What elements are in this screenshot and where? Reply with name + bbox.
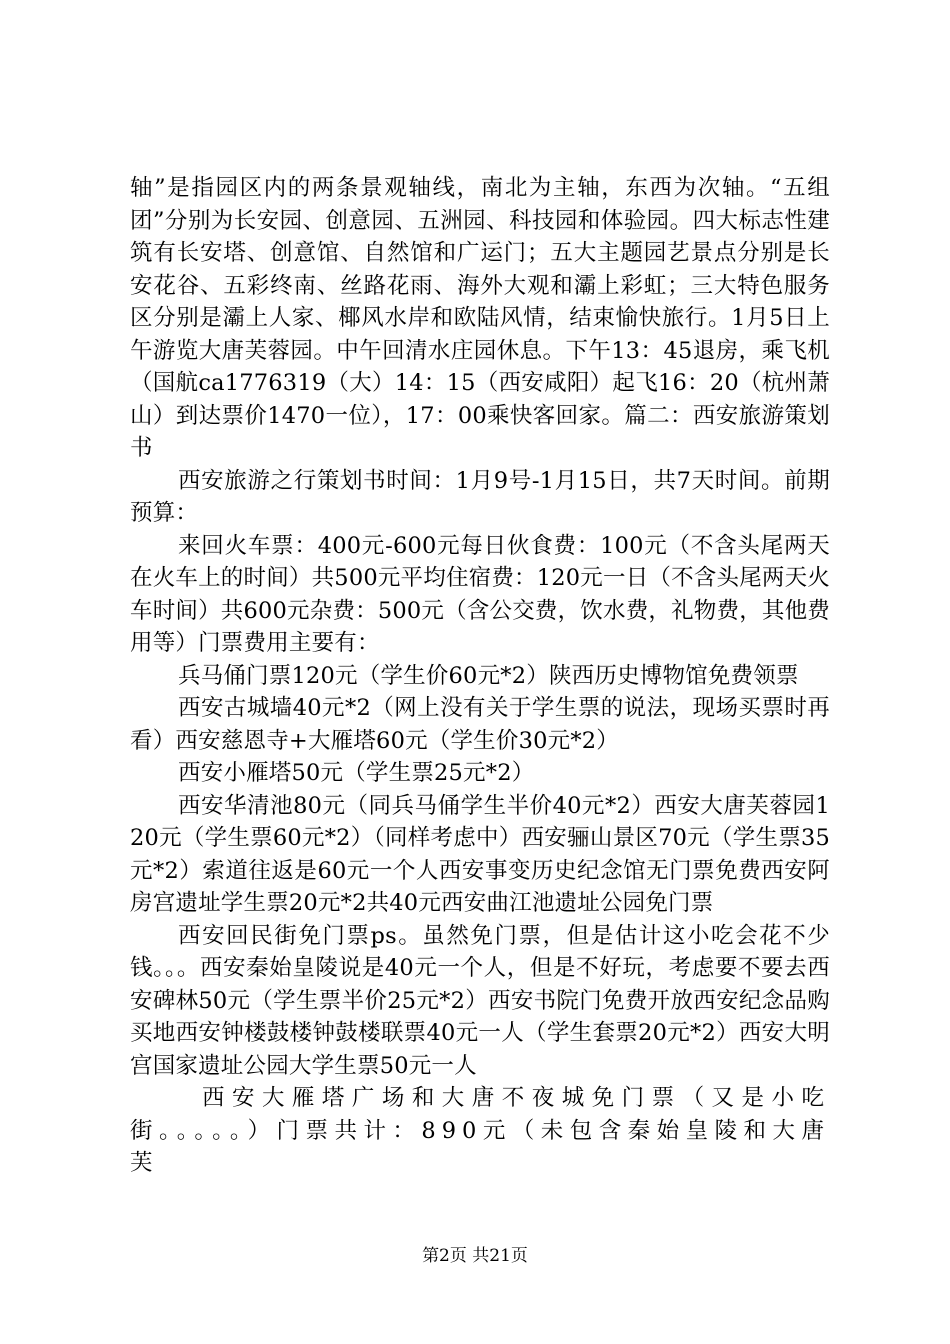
paragraph-9: 西安大雁塔广场和大唐不夜城免门票（又是小吃街。。。。。）门票共计：890元（未包含秦始皇陵和大唐芙 — [130, 1085, 830, 1176]
paragraph-6: 西安小雁塔50元（学生票25元*2） — [178, 760, 535, 786]
paragraph-7: 西安华清池80元（同兵马俑学生半价40元*2）西安大唐芙蓉园120元（学生票60元*2）（同样考虑中）西安骊山景区70元（学生票35元*2）索道往返是60元一个人西安事变历史纪念馆无门票免费西安阿房宫遗址学生票20元*2共40元西安曲江池遗址公园免门票 — [130, 792, 830, 916]
paragraph-1: 轴”是指园区内的两条景观轴线，南北为主轴，东西为次轴。“五组团”分别为长安园、创意园、五洲园、科技园和体验园。四大标志性建筑有长安塔、创意馆、自然馆和广运门；五大主题园艺景点分别是长安花谷、五彩终南、丝路花雨、海外大观和灞上彩虹；三大特色服务区分别是灞上人家、椰风水岸和欧陆风情，结束愉快旅行。1月5日上午游览大唐芙蓉园。中午回清水庄园休息。下午13：45退房，乘飞机（国航ca1776319（大）14：15（西安咸阳）起飞16：20（杭州萧山）到达票价1470一位），17：00乘快客回家。篇二：西安旅游策划书 — [130, 175, 830, 461]
paragraph-3: 来回火车票：400元-600元每日伙食费：100元（不含头尾两天在火车上的时间）共500元平均住宿费：120元一日（不含头尾两天火车时间）共600元杂费：500元（含公交费，饮水费，礼物费，其他费用等）门票费用主要有： — [130, 532, 830, 656]
document-body — [130, 172, 830, 1180]
paragraph-5: 西安古城墙40元*2（网上没有关于学生票的说法，现场买票时再看）西安慈恩寺+大雁塔60元（学生价30元*2） — [130, 695, 830, 754]
paragraph-4: 兵马俑门票120元（学生价60元*2）陕西历史博物馆免费领票 — [178, 662, 799, 689]
paragraph-2: 西安旅游之行策划书时间：1月9号-1月15日，共7天时间。前期预算： — [130, 467, 830, 526]
paragraph-8: 西安回民街免门票ps。虽然免门票，但是估计这小吃会花不少钱。。。西安秦始皇陵说是40元一个人，但是不好玩，考虑要不要去西安碑林50元（学生票半价25元*2）西安书院门免费开放西安纪念品购买地西安钟楼鼓楼钟鼓楼联票40元一人（学生套票20元*2）西安大明宫国家遗址公园大学生票50元一人 — [130, 922, 830, 1079]
page-number-footer: 第2页 共21页 — [422, 1246, 528, 1266]
